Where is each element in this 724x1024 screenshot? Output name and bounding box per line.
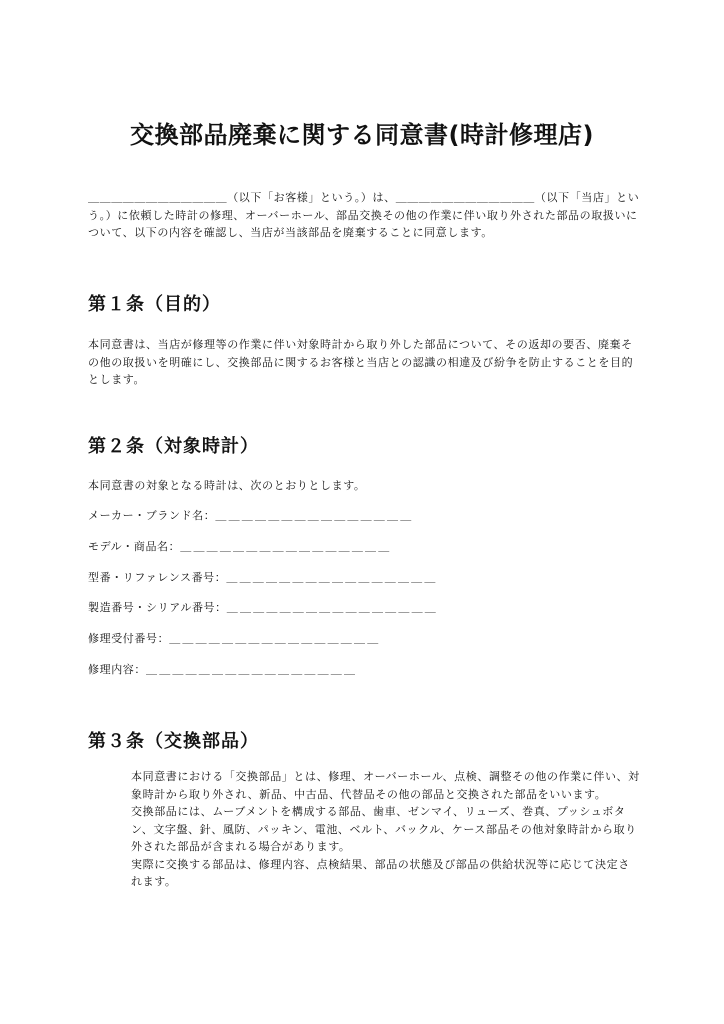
field-blank: ＿＿＿＿＿＿＿＿＿＿＿＿＿＿＿＿ <box>146 663 358 676</box>
field-label: メーカー・ブランド名： <box>88 509 216 522</box>
article-1-body: 本同意書は、当店が修理等の作業に伴い対象時計から取り外した部品について、その返却の要否、廃棄その他の取扱いを明確にし、交換部品に関するお客様と当店との認識の相違及び紛争を防止することを目的とします。 <box>88 338 634 386</box>
field-blank: ＿＿＿＿＿＿＿＿＿＿＿＿＿＿＿＿ <box>226 601 438 614</box>
document-title: 交換部品廃棄に関する同意書(時計修理店) <box>130 121 594 149</box>
field-brand <box>88 508 413 524</box>
field-label: 製造番号・シリアル番号： <box>88 601 227 614</box>
field-label: 型番・リファレンス番号： <box>88 571 227 584</box>
field-reference <box>88 570 438 586</box>
field-repair-content <box>88 662 357 678</box>
field-repair-number <box>88 631 380 647</box>
field-label: 修理受付番号： <box>88 632 170 645</box>
field-blank: ＿＿＿＿＿＿＿＿＿＿＿＿＿＿＿ <box>215 509 414 522</box>
article-2-heading: 第２条（対象時計） <box>88 436 259 457</box>
field-label: 修理内容： <box>88 663 146 676</box>
article-2-body: 本同意書の対象となる時計は、次のとおりとします。 <box>88 479 366 492</box>
field-blank: ＿＿＿＿＿＿＿＿＿＿＿＿＿＿＿＿ <box>180 540 392 553</box>
article-1-heading: 第１条（目的） <box>88 294 221 315</box>
article-3-heading: 第３条（交換部品） <box>88 731 259 752</box>
field-label: モデル・商品名： <box>88 540 181 553</box>
list-item: 実際に交換する部品は、修理内容、点検結果、部品の状態及び部品の供給状況等に応じて決定されます。 <box>131 857 630 888</box>
list-item: 本同意書における「交換部品」とは、修理、オーバーホール、点検、調整その他の作業に伴い、対象時計から取り外され、新品、中古品、代替品その他の部品と交換された部品をいいます。 <box>131 770 640 801</box>
list-item: 交換部品には、ムーブメントを構成する部品、歯車、ゼンマイ、リューズ、巻真、プッシュボタン、文字盤、針、風防、パッキン、電池、ベルト、バックル、ケース部品その他対象時計から取り外された部品が含まれる場合があります。 <box>131 805 637 853</box>
field-blank: ＿＿＿＿＿＿＿＿＿＿＿＿＿＿＿＿ <box>226 571 438 584</box>
field-model <box>88 539 391 555</box>
article-3-list <box>131 768 640 891</box>
field-blank: ＿＿＿＿＿＿＿＿＿＿＿＿＿＿＿＿ <box>169 632 381 645</box>
intro-paragraph: ＿＿＿＿＿＿＿＿＿＿＿＿（以下「お客様」という。）は、＿＿＿＿＿＿＿＿＿＿＿＿（以下「当店」という。）に依頼した時計の修理、オーバーホール、部品交換その他の作業に伴い取り外された部品の取扱いについて、以下の内容を確認し、当店が当該部品を廃棄することに同意します。 <box>88 191 640 239</box>
field-serial <box>88 600 438 616</box>
